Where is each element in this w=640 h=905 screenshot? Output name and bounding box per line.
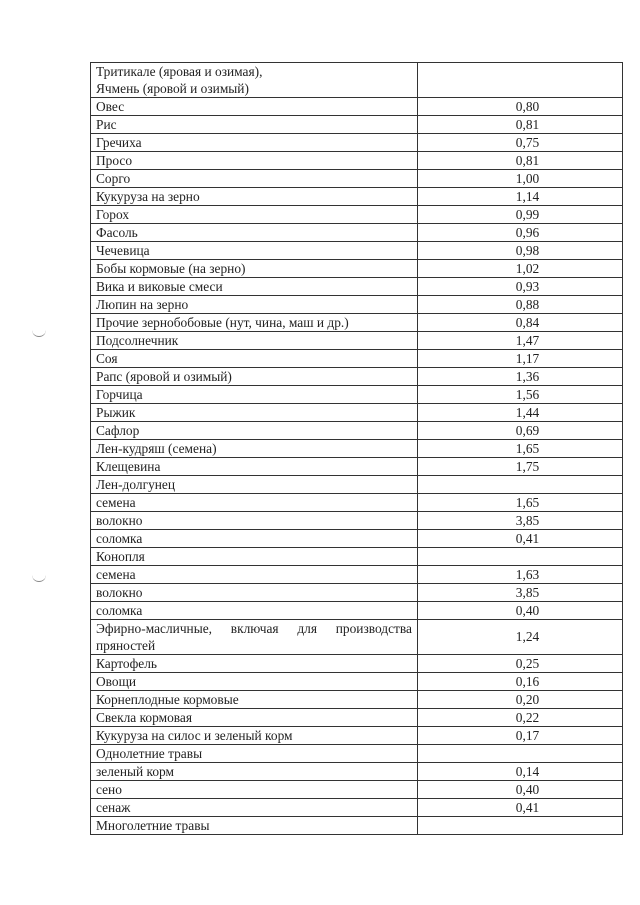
table-row — [91, 332, 623, 350]
coefficient-value-cell: 0,25 — [418, 655, 623, 673]
coefficient-value-cell: 0,69 — [418, 422, 623, 440]
coefficient-value-cell — [418, 548, 623, 566]
table-row — [91, 673, 623, 691]
crop-name-cell: Фасоль — [91, 224, 418, 242]
coefficient-value-cell: 1,63 — [418, 566, 623, 584]
table-row — [91, 63, 623, 98]
coefficient-value-cell: 1,14 — [418, 188, 623, 206]
coefficient-value-cell: 1,47 — [418, 332, 623, 350]
crop-name-cell: Гречиха — [91, 134, 418, 152]
coefficient-value-cell — [418, 476, 623, 494]
table-row — [91, 98, 623, 116]
crop-name-cell: Картофель — [91, 655, 418, 673]
table-row — [91, 440, 623, 458]
table-row — [91, 691, 623, 709]
coefficient-value-cell: 0,93 — [418, 278, 623, 296]
table-row — [91, 224, 623, 242]
coefficient-value-cell: 0,14 — [418, 763, 623, 781]
coefficient-value-cell: 0,16 — [418, 673, 623, 691]
table-row — [91, 188, 623, 206]
coefficient-value-cell: 0,22 — [418, 709, 623, 727]
crop-name-cell: Однолетние травы — [91, 745, 418, 763]
crop-name-cell: Свекла кормовая — [91, 709, 418, 727]
coefficient-value-cell — [418, 817, 623, 835]
table-row — [91, 116, 623, 134]
table-row — [91, 494, 623, 512]
coefficient-value-cell: 0,75 — [418, 134, 623, 152]
table-row — [91, 278, 623, 296]
table-row — [91, 709, 623, 727]
table-row — [91, 206, 623, 224]
table-row — [91, 296, 623, 314]
coefficient-value-cell: 0,81 — [418, 116, 623, 134]
table-row — [91, 350, 623, 368]
table-row — [91, 314, 623, 332]
coefficient-value-cell: 1,65 — [418, 440, 623, 458]
crop-name-cell: Соя — [91, 350, 418, 368]
coefficient-value-cell: 1,17 — [418, 350, 623, 368]
table-row — [91, 242, 623, 260]
table-row — [91, 458, 623, 476]
crop-name-cell: Люпин на зерно — [91, 296, 418, 314]
table-row — [91, 817, 623, 835]
table-body — [91, 63, 623, 835]
table-row — [91, 548, 623, 566]
table-row — [91, 727, 623, 745]
table-row — [91, 566, 623, 584]
coefficient-value-cell: 1,02 — [418, 260, 623, 278]
table-row — [91, 422, 623, 440]
crop-name-cell: Горох — [91, 206, 418, 224]
table-row — [91, 134, 623, 152]
crop-name-cell: волокно — [91, 584, 418, 602]
coefficient-value-cell — [418, 745, 623, 763]
coefficient-value-cell: 0,88 — [418, 296, 623, 314]
coefficient-value-cell: 3,85 — [418, 584, 623, 602]
crop-name-cell: Подсолнечник — [91, 332, 418, 350]
table-row — [91, 763, 623, 781]
table-row — [91, 620, 623, 655]
table-row — [91, 584, 623, 602]
coefficient-value-cell: 1,56 — [418, 386, 623, 404]
crop-name-cell: Сорго — [91, 170, 418, 188]
crop-name-cell: Овощи — [91, 673, 418, 691]
table-row — [91, 781, 623, 799]
table-row — [91, 512, 623, 530]
crop-name-cell: Рыжик — [91, 404, 418, 422]
coefficient-value-cell: 0,40 — [418, 602, 623, 620]
crop-name-cell: волокно — [91, 512, 418, 530]
margin-mark — [32, 330, 46, 337]
table-row — [91, 799, 623, 817]
crop-name-cell: Овес — [91, 98, 418, 116]
table-row — [91, 386, 623, 404]
crop-name-cell: Корнеплодные кормовые — [91, 691, 418, 709]
crop-name-cell: зеленый корм — [91, 763, 418, 781]
crop-name-cell: Чечевица — [91, 242, 418, 260]
coefficient-value-cell: 0,81 — [418, 152, 623, 170]
crop-name-cell: Кукуруза на силос и зеленый корм — [91, 727, 418, 745]
coefficient-value-cell: 0,41 — [418, 799, 623, 817]
table-row — [91, 602, 623, 620]
coefficient-value-cell: 1,65 — [418, 494, 623, 512]
coefficient-value-cell: 0,20 — [418, 691, 623, 709]
margin-mark — [32, 575, 46, 582]
coefficient-value-cell: 1,36 — [418, 368, 623, 386]
table-row — [91, 404, 623, 422]
coefficient-value-cell: 0,84 — [418, 314, 623, 332]
crop-name-cell: семена — [91, 566, 418, 584]
crop-name-cell: сенаж — [91, 799, 418, 817]
crop-name-cell: Кукуруза на зерно — [91, 188, 418, 206]
crop-name-cell: Прочие зернобобовые (нут, чина, маш и др.) — [91, 314, 418, 332]
coefficient-value-cell: 1,24 — [418, 620, 623, 655]
coefficient-value-cell: 1,75 — [418, 458, 623, 476]
coefficient-value-cell: 0,41 — [418, 530, 623, 548]
crop-name-cell: Горчица — [91, 386, 418, 404]
table-row — [91, 260, 623, 278]
crop-name-cell: сено — [91, 781, 418, 799]
coefficient-value-cell: 1,00 — [418, 170, 623, 188]
crop-name-cell: Лен-долгунец — [91, 476, 418, 494]
coefficient-value-cell: 0,99 — [418, 206, 623, 224]
crop-name-cell: семена — [91, 494, 418, 512]
coefficient-value-cell — [418, 63, 623, 98]
crop-name-cell: Сафлор — [91, 422, 418, 440]
coefficient-value-cell: 0,40 — [418, 781, 623, 799]
coefficient-value-cell: 0,98 — [418, 242, 623, 260]
table-row — [91, 530, 623, 548]
coefficient-value-cell: 1,44 — [418, 404, 623, 422]
table-row — [91, 368, 623, 386]
crop-name-cell: Эфирно-масличные, включая для производства пряностей — [91, 620, 418, 655]
crop-name-cell: соломка — [91, 530, 418, 548]
crop-name-cell: Конопля — [91, 548, 418, 566]
coefficient-value-cell: 0,17 — [418, 727, 623, 745]
crop-name-cell: Тритикале (яровая и озимая), Ячмень (яровой и озимый) — [91, 63, 418, 98]
crop-name-cell: Бобы кормовые (на зерно) — [91, 260, 418, 278]
crop-name-cell: Лен-кудряш (семена) — [91, 440, 418, 458]
crop-name-cell: Многолетние травы — [91, 817, 418, 835]
crop-name-cell: Рапс (яровой и озимый) — [91, 368, 418, 386]
crop-name-cell: Клещевина — [91, 458, 418, 476]
crop-name-cell: Вика и виковые смеси — [91, 278, 418, 296]
coefficient-table — [90, 62, 623, 835]
coefficient-value-cell: 0,96 — [418, 224, 623, 242]
coefficient-value-cell: 0,80 — [418, 98, 623, 116]
table-row — [91, 170, 623, 188]
table-row — [91, 476, 623, 494]
table-row — [91, 655, 623, 673]
coefficient-value-cell: 3,85 — [418, 512, 623, 530]
crop-name-cell: соломка — [91, 602, 418, 620]
table-row — [91, 745, 623, 763]
crop-name-cell: Рис — [91, 116, 418, 134]
table-row — [91, 152, 623, 170]
crop-name-cell: Просо — [91, 152, 418, 170]
